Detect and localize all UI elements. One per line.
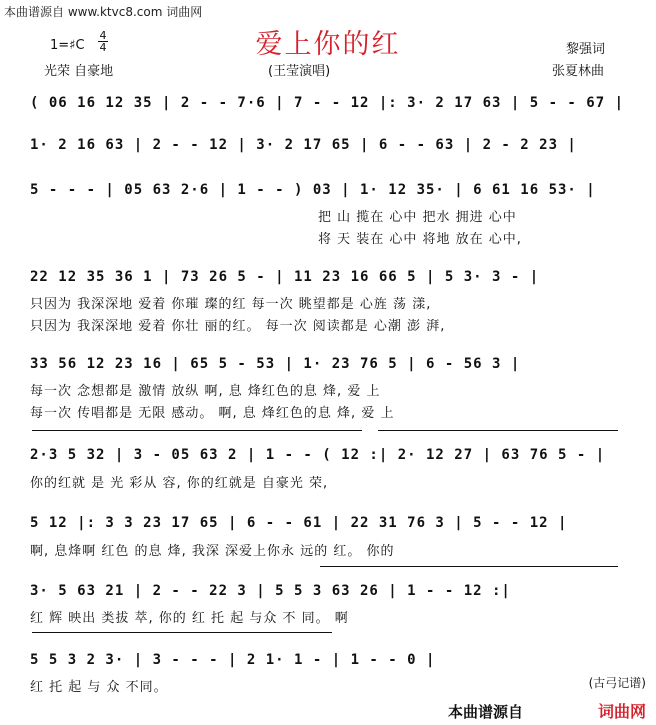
singer: (王莹演唱) [268,64,331,79]
footer-logo[interactable]: 词曲网 [598,702,647,721]
score-row-6: 2·3 5 32 | 3 - 05 63 2 | 1 - - ( 12 :| 2· 12 27 | 63 76 5 - | [30,447,606,463]
transcriber-note: (古弓记谱) [588,676,646,690]
volta-4-line [32,632,332,633]
meter-bottom: 4 [99,41,107,54]
key-signature: 1=♯C [50,38,85,53]
lyric-row-5-verse-1: 每一次 念想都是 激情 放纵 啊, 息 烽红色的息 烽, 爱 上 [30,384,381,399]
score-row-8: 3· 5 63 21 | 2 - - 22 3 | 5 5 3 63 26 | 1 - - 12 :| [30,583,511,599]
lyric-row-4-verse-2: 只因为 我深深地 爱着 你壮 丽的红。 每一次 阅读都是 心潮 澎 湃, [30,319,446,334]
lyric-row-8: 红 辉 映出 类拔 萃, 你的 红 托 起 与众 不 同。 啊 [30,611,349,626]
lyric-row-7: 啊, 息烽啊 红色 的息 烽, 我深 深爱上你永 远的 红。 你的 [30,544,395,559]
volta-1-line [32,430,362,431]
volta-3-line [320,566,618,567]
footer-source: 本曲谱源自 [448,703,524,721]
score-row-7: 5 12 |: 3 3 23 17 65 | 6 - - 61 | 22 31 76 3 | 5 - - 12 | [30,515,568,531]
lyricist: 黎强词 [566,42,606,57]
lyric-row-6: 你的红就 是 光 彩从 容, 你的红就是 自豪光 荣, [30,476,329,491]
score-row-2: 1· 2 16 63 | 2 - - 12 | 3· 2 17 65 | 6 - - 63 | 2 - 2 23 | [30,137,577,153]
score-row-4: 22 12 35 36 1 | 73 26 5 - | 11 23 16 66 5 | 5 3· 3 - | [30,269,540,285]
lyric-row-4-verse-1: 只因为 我深深地 爱着 你璀 璨的红 每一次 眺望都是 心旌 荡 漾, [30,297,432,312]
performance-style: 光荣 自豪地 [44,64,114,79]
song-title: 爱上你的红 [255,29,401,60]
lyric-row-5-verse-2: 每一次 传唱都是 无限 感动。 啊, 息 烽红色的息 烽, 爱 上 [30,406,395,421]
lyric-row-9: 红 托 起 与 众 不同。 [30,680,168,695]
time-signature [98,30,108,53]
lyric-row-3-verse-1: 把 山 揽在 心中 把水 拥进 心中 [318,210,517,225]
volta-2-line [378,430,618,431]
site-banner: 本曲谱源自 www.ktvc8.com 词曲网 [4,5,203,19]
score-row-3: 5 - - - | 05 63 2·6 | 1 - - ) 03 | 1· 12 35· | 6 61 16 53· | [30,182,596,198]
meter-top: 4 [99,29,107,42]
score-row-5: 33 56 12 23 16 | 65 5 - 53 | 1· 23 76 5 | 6 - 56 3 | [30,356,521,372]
score-row-9: 5 5 3 2 3· | 3 - - - | 2 1· 1 - | 1 - - 0 | [30,652,436,668]
composer: 张夏林曲 [552,64,605,79]
score-row-1: ( 06 16 12 35 | 2 - - 7·6 | 7 - - 12 |: 3· 2 17 63 | 5 - - 67 | [30,95,625,111]
lyric-row-3-verse-2: 将 天 装在 心中 将地 放在 心中, [318,232,522,247]
